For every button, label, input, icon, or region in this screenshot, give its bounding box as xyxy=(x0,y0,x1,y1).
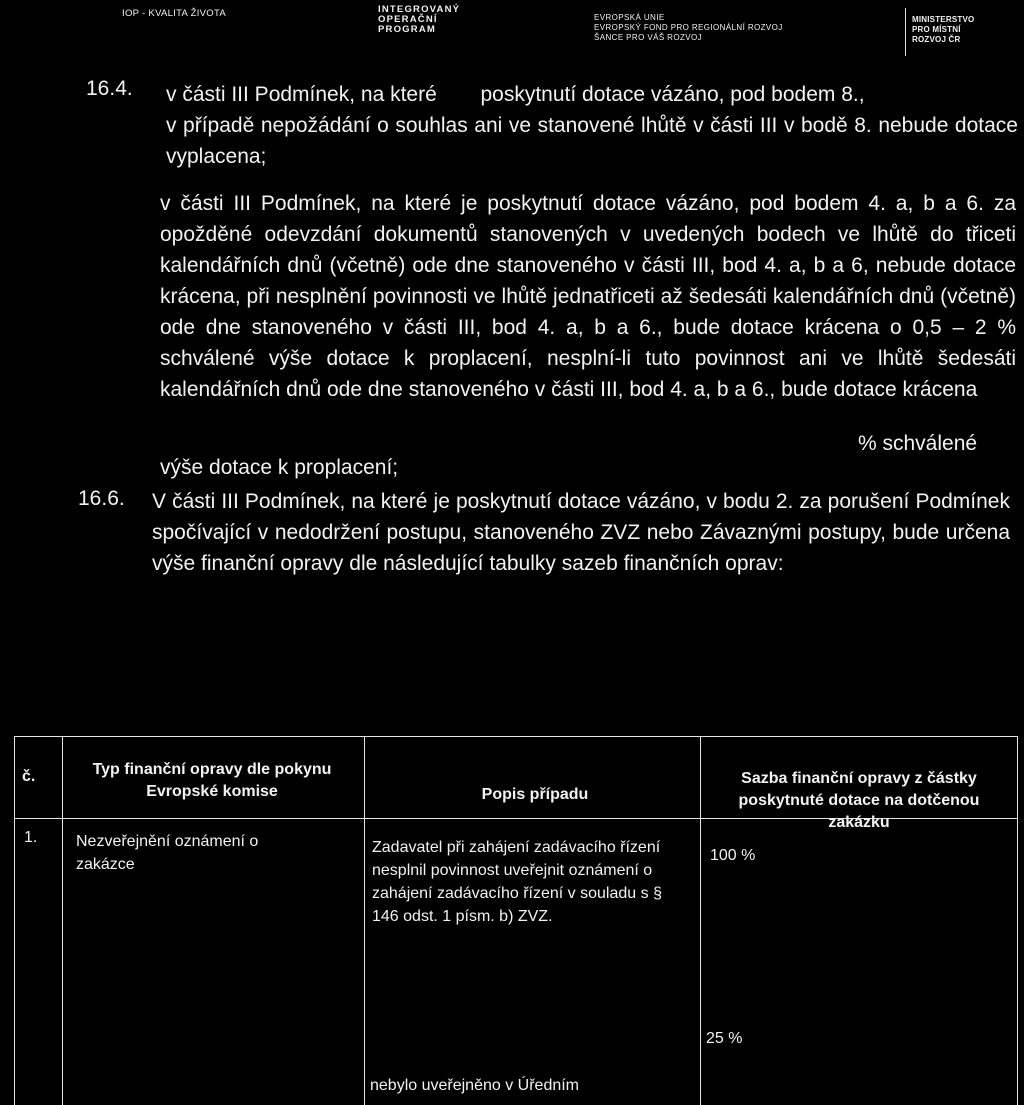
section-164-text: v případě nepožádání o souhlas ani ve stanovené lhůtě v části III v bodě 8. nebude dotace vyplacena; xyxy=(166,114,1018,168)
section-165-text: v části III Podmínek, na které je poskytnutí dotace vázáno, pod bodem 4. a, b a 6. za opožděné odevzdání dokumentů stanovených v uvedených bodech ve lhůtě do třiceti kalendářních dnů (včetně) ode dne stanoveného v části III, bod 4. a, b a 6, nebude dotace krácena, při nesplnění povinnosti ve lhůtě jednatřiceti až šedesáti kalendářních dnů (včetně) ode dne stanoveného v části III, bod 4. a, b a 6., bude dotace krácena o 0,5 – 2 % schválené výše dotace k proplacení, nesplní-li tuto povinnost ani ve lhůtě šedesáti kalendářních dnů ode dne stanoveného v části III, bod 4. a, b a 6., bude dotace krácena xyxy=(160,192,1016,401)
section-number: 16.4. xyxy=(86,77,133,100)
header-program-line: PROGRAM xyxy=(378,24,437,35)
header-divider xyxy=(905,8,906,56)
section-165-text-tail: % schválené xyxy=(858,432,978,455)
table-border xyxy=(1017,736,1018,1105)
header-eu-block xyxy=(594,13,783,43)
table-cell-number: 1. xyxy=(24,829,38,846)
table-cell-type: Nezveřejnění oznámení o zakázce xyxy=(76,833,259,873)
header-iop-label: IOP - KVALITA ŽIVOTA xyxy=(122,8,227,19)
section-166-text: V části III Podmínek, na které je poskytnutí dotace vázáno, v bodu 2. za porušení Podmínek spočívající v nedodržení postupu, stanoveného ZVZ nebo Závaznými postupy, bude určena výše finanční opravy dle následující tabulky sazeb finančních oprav: xyxy=(152,490,1010,575)
header-ministry-line: MINISTERSTVO xyxy=(912,15,975,24)
header-eu-line: EVROPSKÁ UNIE xyxy=(594,13,665,22)
header-ministry-line: ROZVOJ ČR xyxy=(912,35,961,44)
table-border xyxy=(62,736,63,1105)
table-border xyxy=(14,736,15,1105)
table-cell-description: Zadavatel při zahájení zadávacího řízení nesplnil povinnost uveřejnit oznámení o zahájení zadávacího řízení v souladu s § 146 odst. 1 písm. b) ZVZ. xyxy=(372,839,662,925)
table-border xyxy=(14,736,1018,737)
section-number: 16.6. xyxy=(78,487,125,510)
header-program-line: INTEGROVANÝ xyxy=(378,4,461,15)
section-164-text-b: poskytnutí dotace vázáno, pod bodem 8., xyxy=(480,83,865,106)
table-header-description: Popis případu xyxy=(481,786,589,803)
table-border xyxy=(364,736,365,1105)
section-165-text-end: výše dotace k proplacení; xyxy=(160,456,399,479)
header-ministry-line: PRO MÍSTNÍ xyxy=(912,25,961,34)
header-eu-line: ŠANCE PRO VÁŠ ROZVOJ xyxy=(594,33,703,42)
table-cell-description: nebylo uveřejněno v Úředním xyxy=(370,1077,580,1094)
table-border xyxy=(700,736,701,1105)
table-header-number: č. xyxy=(22,768,36,785)
table-cell-rate: 25 % xyxy=(706,1030,743,1047)
header-program-line: OPERAČNÍ xyxy=(378,14,438,25)
header-ministry-block xyxy=(912,15,974,45)
table-header-type: Typ finanční opravy dle pokynu Evropské komise xyxy=(92,761,332,800)
section-164-text-a: v části III Podmínek, na které xyxy=(166,83,437,106)
header-program-logo xyxy=(378,5,460,35)
section-164-first-line xyxy=(166,79,1016,110)
table-cell-rate: 100 % xyxy=(710,847,756,864)
table-header-rate: Sazba finanční opravy z částky poskytnuté dotace na dotčenou zakázku xyxy=(738,770,980,831)
header-eu-line: EVROPSKÝ FOND PRO REGIONÁLNÍ ROZVOJ xyxy=(594,23,783,32)
